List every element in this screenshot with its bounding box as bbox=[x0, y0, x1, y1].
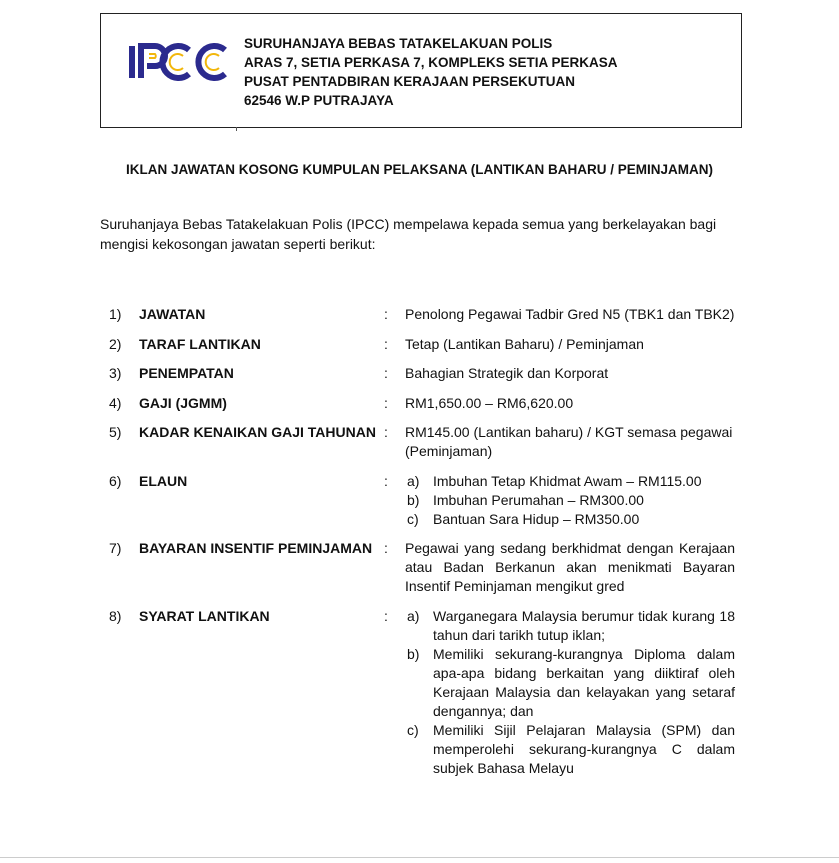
item-sublist bbox=[405, 607, 735, 778]
item-value: Pegawai yang sedang berkhidmat dengan Kerajaan atau Badan Berkanun akan menikmati Bayaran Insentif Peminjaman mengikut gred bbox=[405, 540, 735, 594]
item-colon: : bbox=[384, 424, 388, 440]
item-colon: : bbox=[384, 473, 388, 489]
item-number: 3) bbox=[109, 365, 122, 381]
sub-item-letter: c) bbox=[407, 511, 419, 527]
item-number: 6) bbox=[109, 473, 122, 489]
item-colon: : bbox=[384, 395, 388, 411]
sub-item bbox=[405, 472, 735, 491]
address-line: 62546 W.P PUTRAJAYA bbox=[244, 93, 394, 108]
sub-item bbox=[405, 491, 735, 510]
item-label: JAWATAN bbox=[139, 306, 206, 322]
item-colon: : bbox=[384, 365, 388, 381]
sub-item-letter: b) bbox=[407, 492, 420, 508]
sub-item-text: Memiliki Sijil Pelajaran Malaysia (SPM) dan memperolehi sekurang-kurangnya C dalam subjek Bahasa Melayu bbox=[433, 722, 735, 776]
sub-item-text: Warganegara Malaysia berumur tidak kurang 18 tahun dari tarikh tutup iklan; bbox=[433, 608, 735, 643]
sub-item bbox=[405, 607, 735, 645]
margin-tick bbox=[236, 127, 237, 131]
item-colon: : bbox=[384, 608, 388, 624]
item-value: Tetap (Lantikan Baharu) / Peminjaman bbox=[405, 336, 644, 352]
item-label: ELAUN bbox=[139, 473, 188, 489]
item-colon: : bbox=[384, 306, 388, 322]
sub-item bbox=[405, 721, 735, 778]
address-line: SURUHANJAYA BEBAS TATAKELAKUAN POLIS bbox=[244, 36, 553, 51]
item-colon: : bbox=[384, 336, 388, 352]
item-label: SYARAT LANTIKAN bbox=[139, 608, 270, 624]
item-number: 7) bbox=[109, 540, 122, 556]
sub-item-text: Imbuhan Perumahan – RM300.00 bbox=[433, 492, 644, 508]
item-value: Penolong Pegawai Tadbir Gred N5 (TBK1 dan TBK2) bbox=[405, 306, 735, 322]
item-label: KADAR KENAIKAN GAJI TAHUNAN bbox=[139, 424, 376, 440]
item-number: 1) bbox=[109, 306, 122, 322]
item-colon: : bbox=[384, 540, 388, 556]
ipcc-logo bbox=[127, 41, 235, 86]
sub-item-text: Imbuhan Tetap Khidmat Awam – RM115.00 bbox=[433, 473, 702, 489]
item-value: Bahagian Strategik dan Korporat bbox=[405, 365, 609, 381]
sub-item-letter: c) bbox=[407, 722, 419, 738]
ipcc-logo-graphic bbox=[127, 41, 235, 83]
item-label: PENEMPATAN bbox=[139, 365, 234, 381]
item-label: TARAF LANTIKAN bbox=[139, 336, 261, 352]
item-value: RM1,650.00 – RM6,620.00 bbox=[405, 395, 574, 411]
sub-item-letter: b) bbox=[407, 646, 420, 662]
sub-item bbox=[405, 510, 735, 529]
item-number: 2) bbox=[109, 336, 122, 352]
item-label: BAYARAN INSENTIF PEMINJAMAN bbox=[139, 540, 373, 556]
sub-item-letter: a) bbox=[407, 473, 420, 489]
item-value: RM145.00 (Lantikan baharu) / KGT semasa pegawai (Peminjaman) bbox=[405, 424, 733, 459]
page-title: IKLAN JAWATAN KOSONG KUMPULAN PELAKSANA (LANTIKAN BAHARU / PEMINJAMAN) bbox=[126, 162, 713, 177]
address-line: ARAS 7, SETIA PERKASA 7, KOMPLEKS SETIA PERKASA bbox=[244, 55, 618, 70]
page-bottom-divider bbox=[0, 857, 839, 858]
sub-item bbox=[405, 645, 735, 721]
item-number: 4) bbox=[109, 395, 122, 411]
item-sublist bbox=[405, 472, 735, 529]
sub-item-letter: a) bbox=[407, 608, 420, 624]
address-line: PUSAT PENTADBIRAN KERAJAAN PERSEKUTUAN bbox=[244, 74, 576, 89]
intro-paragraph: Suruhanjaya Bebas Tatakelakuan Polis (IPCC) mempelawa kepada semua yang berkelayakan bagi mengisi kekosongan jawatan seperti berikut: bbox=[100, 216, 717, 252]
item-label: GAJI (JGMM) bbox=[139, 395, 227, 411]
letterhead-address bbox=[244, 34, 618, 110]
sub-item-text: Bantuan Sara Hidup – RM350.00 bbox=[433, 511, 640, 527]
item-number: 5) bbox=[109, 424, 122, 440]
sub-item-text: Memiliki sekurang-kurangnya Diploma dalam apa-apa bidang berkaitan yang diiktiraf oleh Kerajaan Malaysia dan kelayakan yang setaraf dengannya; dan bbox=[433, 646, 735, 719]
item-number: 8) bbox=[109, 608, 122, 624]
letterhead-box bbox=[100, 13, 742, 128]
